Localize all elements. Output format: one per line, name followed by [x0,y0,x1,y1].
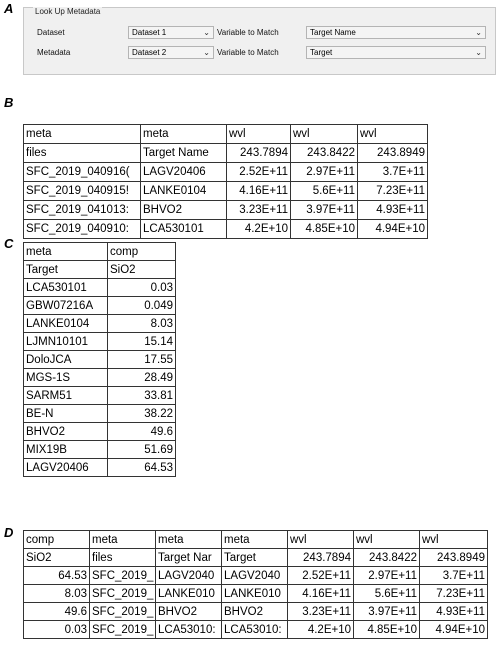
table-cell[interactable]: BHVO2 [222,603,288,621]
table-cell[interactable]: BE-N [24,405,108,423]
table-cell[interactable]: 4.85E+10 [354,621,420,639]
table-cell[interactable]: LANKE0104 [24,315,108,333]
table-row [24,351,176,369]
table-cell[interactable]: SFC_2019_040915! [24,182,141,201]
panel-label-b: B [4,95,14,110]
table-cell[interactable]: meta [141,125,227,144]
table-cell[interactable]: 243.8949 [420,549,488,567]
table-cell[interactable]: Target [222,549,288,567]
table-cell[interactable]: 2.97E+11 [354,567,420,585]
table-cell[interactable]: 49.6 [108,423,176,441]
table-cell[interactable]: 3.97E+11 [291,201,358,220]
table-cell[interactable]: 0.03 [108,279,176,297]
table-cell[interactable]: meta [222,531,288,549]
variable-match-select-1-value: Target Name [310,28,356,37]
table-cell[interactable]: SARM51 [24,387,108,405]
table-cell[interactable]: 243.8422 [291,144,358,163]
table-cell[interactable]: SiO2 [108,261,176,279]
table-cell[interactable]: 5.6E+11 [291,182,358,201]
lookup-metadata-groupbox [23,7,496,75]
variable-match-select-2-value: Target [310,48,333,57]
table-cell[interactable]: 243.7894 [227,144,291,163]
table-cell[interactable]: wvl [291,125,358,144]
table-c [23,242,176,477]
table-row [24,243,176,261]
table-cell[interactable]: LAGV20406 [24,459,108,477]
table-cell[interactable]: comp [108,243,176,261]
table-cell[interactable]: 15.14 [108,333,176,351]
table-cell[interactable]: SFC_2019_ [90,567,156,585]
metadata-select-value: Dataset 2 [132,48,167,57]
panel-label-a: A [4,1,14,16]
chevron-down-icon: ⌄ [475,28,482,37]
table-cell[interactable]: 7.23E+11 [358,182,428,201]
table-cell[interactable]: LCA53010: [222,621,288,639]
table-cell[interactable]: meta [90,531,156,549]
table-cell[interactable]: 243.8422 [354,549,420,567]
table-cell[interactable]: LCA53010: [156,621,222,639]
variable-match-label-1: Variable to Match [217,28,279,37]
table-cell[interactable]: meta [156,531,222,549]
table-row [24,423,176,441]
table-row [24,549,488,567]
table-cell[interactable]: BHVO2 [156,603,222,621]
table-cell[interactable]: 4.85E+10 [291,220,358,239]
table-cell[interactable]: 0.049 [108,297,176,315]
table-row [24,220,428,239]
variable-match-select-1[interactable] [306,26,486,39]
table-cell[interactable]: meta [24,125,141,144]
table-row [24,182,428,201]
variable-match-label-2: Variable to Match [217,48,279,57]
table-cell[interactable]: 17.55 [108,351,176,369]
table-cell[interactable]: SFC_2019_ [90,621,156,639]
table-cell[interactable]: 4.93E+11 [358,201,428,220]
table-cell[interactable]: MGS-1S [24,369,108,387]
table-row [24,297,176,315]
metadata-select[interactable] [128,46,214,59]
table-row [24,585,488,603]
panel-label-d: D [4,525,14,540]
table-cell[interactable]: 4.2E+10 [227,220,291,239]
table-cell[interactable]: GBW07216A [24,297,108,315]
table-cell[interactable]: 3.97E+11 [354,603,420,621]
table-row [24,405,176,423]
table-cell[interactable]: files [90,549,156,567]
chevron-down-icon: ⌄ [203,28,210,37]
table-cell[interactable]: 243.7894 [288,549,354,567]
table-cell[interactable]: LJMN10101 [24,333,108,351]
table-cell[interactable]: BHVO2 [141,201,227,220]
table-cell[interactable]: 49.6 [24,603,90,621]
dataset-select[interactable] [128,26,214,39]
table-cell[interactable]: 2.52E+11 [227,163,291,182]
table-row [24,315,176,333]
table-cell[interactable]: SFC_2019_040910: [24,220,141,239]
table-cell[interactable]: 4.94E+10 [420,621,488,639]
table-cell[interactable]: 5.6E+11 [354,585,420,603]
table-row [24,163,428,182]
table-cell[interactable]: LAGV2040 [156,567,222,585]
chevron-down-icon: ⌄ [475,48,482,57]
table-cell[interactable]: 38.22 [108,405,176,423]
table-row [24,333,176,351]
table-cell[interactable]: SFC_2019_040916( [24,163,141,182]
table-cell[interactable]: wvl [288,531,354,549]
table-cell[interactable]: Target Name [141,144,227,163]
table-d [23,530,488,639]
table-cell[interactable]: Target [24,261,108,279]
table-cell[interactable]: 51.69 [108,441,176,459]
table-b [23,124,428,239]
table-cell[interactable]: LANKE0104 [141,182,227,201]
table-cell[interactable]: SiO2 [24,549,90,567]
table-cell[interactable]: 8.03 [108,315,176,333]
table-row [24,261,176,279]
table-row [24,459,176,477]
table-cell[interactable]: wvl [354,531,420,549]
table-cell[interactable]: LANKE010 [222,585,288,603]
table-cell[interactable]: 2.97E+11 [291,163,358,182]
table-row [24,369,176,387]
metadata-label: Metadata [37,48,71,57]
table-cell[interactable]: 243.8949 [358,144,428,163]
table-cell[interactable]: comp [24,531,90,549]
table-cell[interactable]: wvl [420,531,488,549]
panel-label-c: C [4,236,14,251]
table-cell[interactable]: 4.2E+10 [288,621,354,639]
table-cell[interactable]: LAGV2040 [222,567,288,585]
table-cell[interactable]: wvl [358,125,428,144]
table-cell[interactable]: 2.52E+11 [288,567,354,585]
table-cell[interactable]: 64.53 [24,567,90,585]
table-cell[interactable]: LANKE010 [156,585,222,603]
table-cell[interactable]: 64.53 [108,459,176,477]
table-row [24,441,176,459]
variable-match-select-2[interactable] [306,46,486,59]
table-cell[interactable]: 7.23E+11 [420,585,488,603]
table-cell[interactable]: 0.03 [24,621,90,639]
table-cell[interactable]: SFC_2019_ [90,585,156,603]
table-row [24,621,488,639]
dataset-label: Dataset [37,28,65,37]
table-row [24,567,488,585]
table-cell[interactable]: meta [24,243,108,261]
table-cell[interactable]: wvl [227,125,291,144]
dataset-select-value: Dataset 1 [132,28,167,37]
table-cell[interactable]: LCA530101 [24,279,108,297]
table-cell[interactable]: LAGV20406 [141,163,227,182]
table-row [24,144,428,163]
table-cell[interactable]: files [24,144,141,163]
table-cell[interactable]: SFC_2019_ [90,603,156,621]
table-row [24,279,176,297]
table-cell[interactable]: MIX19B [24,441,108,459]
table-cell[interactable]: 4.16E+11 [227,182,291,201]
table-row [24,603,488,621]
table-cell[interactable]: 3.7E+11 [420,567,488,585]
table-cell[interactable]: 33.81 [108,387,176,405]
table-cell[interactable]: 8.03 [24,585,90,603]
table-row [24,531,488,549]
table-cell[interactable]: 3.23E+11 [227,201,291,220]
groupbox-title: Look Up Metadata [35,7,101,16]
table-cell[interactable]: 3.7E+11 [358,163,428,182]
table-cell[interactable]: DoloJCA [24,351,108,369]
table-cell[interactable]: SFC_2019_041013: [24,201,141,220]
table-cell[interactable]: 4.93E+11 [420,603,488,621]
table-row [24,125,428,144]
table-cell[interactable]: 28.49 [108,369,176,387]
table-cell[interactable]: 3.23E+11 [288,603,354,621]
table-cell[interactable]: 4.94E+10 [358,220,428,239]
table-cell[interactable]: LCA530101 [141,220,227,239]
chevron-down-icon: ⌄ [203,48,210,57]
table-row [24,201,428,220]
table-row [24,387,176,405]
table-cell[interactable]: 4.16E+11 [288,585,354,603]
table-cell[interactable]: Target Nar [156,549,222,567]
table-cell[interactable]: BHVO2 [24,423,108,441]
